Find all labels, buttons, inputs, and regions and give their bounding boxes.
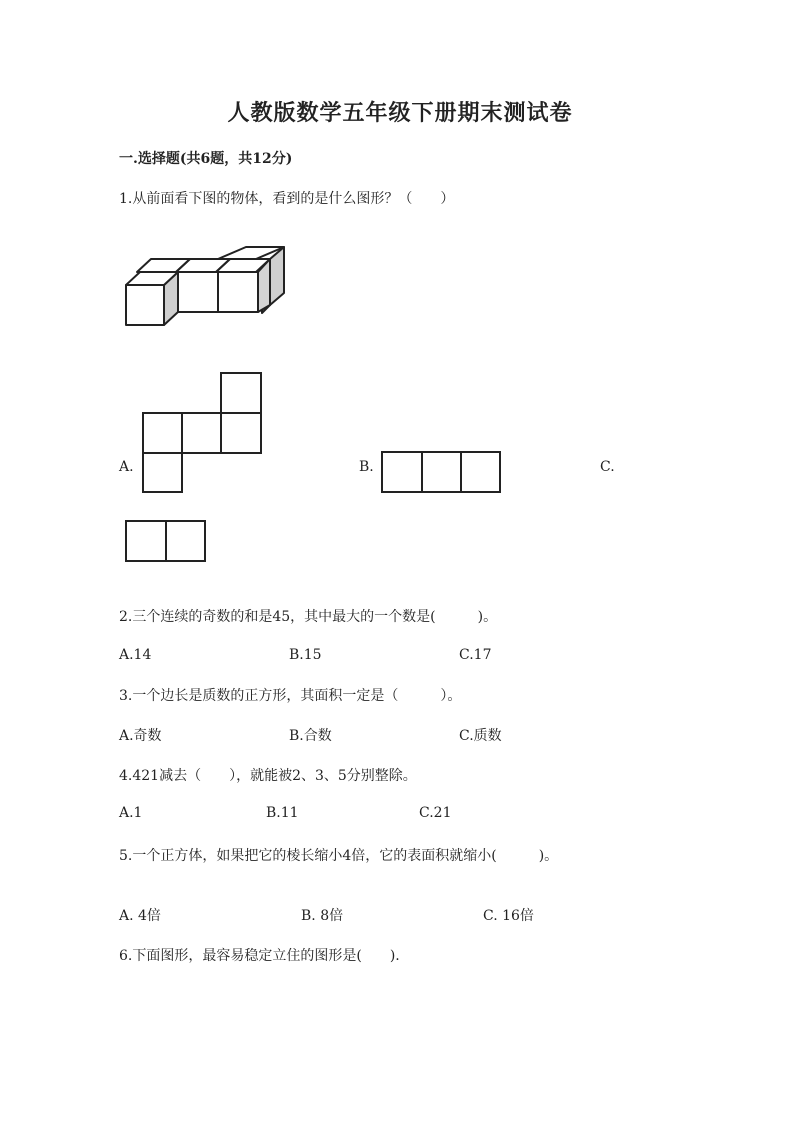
q5-option-b: B. 8倍 — [301, 908, 344, 924]
q3-option-a: A.奇数 — [119, 728, 162, 744]
q1-option-c-label: C. — [600, 459, 615, 475]
question-3-stem: 3.一个边长是质数的正方形，其面积一定是（ ）。 — [119, 688, 462, 704]
q1-option-b-label: B. — [359, 459, 374, 475]
q5-option-a: A. 4倍 — [119, 908, 161, 924]
q4-option-a: A.1 — [119, 805, 143, 821]
q2-option-c: C.17 — [459, 647, 492, 663]
question-5-stem: 5.一个正方体，如果把它的棱长缩小4倍，它的表面积就缩小( )。 — [119, 848, 559, 864]
q2-option-a: A.14 — [119, 647, 152, 663]
page-title: 人教版数学五年级下册期末测试卷 — [227, 100, 573, 126]
question-2-stem: 2.三个连续的奇数的和是45，其中最大的一个数是( )。 — [119, 609, 498, 625]
q1-option-c-figure — [125, 520, 207, 564]
q4-option-c: C.21 — [419, 805, 452, 821]
question-1-stem: 1.从前面看下图的物体，看到的是什么图形？（ ） — [119, 191, 455, 207]
q5-option-c: C. 16倍 — [483, 908, 534, 924]
q2-option-b: B.15 — [289, 647, 322, 663]
question-6-stem: 6.下面图形，最容易稳定立住的图形是( ). — [119, 948, 400, 964]
q4-option-b: B.11 — [266, 805, 299, 821]
q3-option-b: B.合数 — [289, 728, 332, 744]
question-4-stem: 4.421减去（ ），就能被2、3、5分别整除。 — [119, 768, 417, 784]
q1-option-b-figure — [381, 451, 503, 495]
q3-option-c: C.质数 — [459, 728, 502, 744]
cube-stack-figure — [120, 240, 290, 330]
q1-option-a-figure — [142, 372, 264, 494]
q1-option-a-label: A. — [119, 459, 134, 475]
section-heading: 一.选择题(共6题，共12分) — [119, 151, 293, 167]
